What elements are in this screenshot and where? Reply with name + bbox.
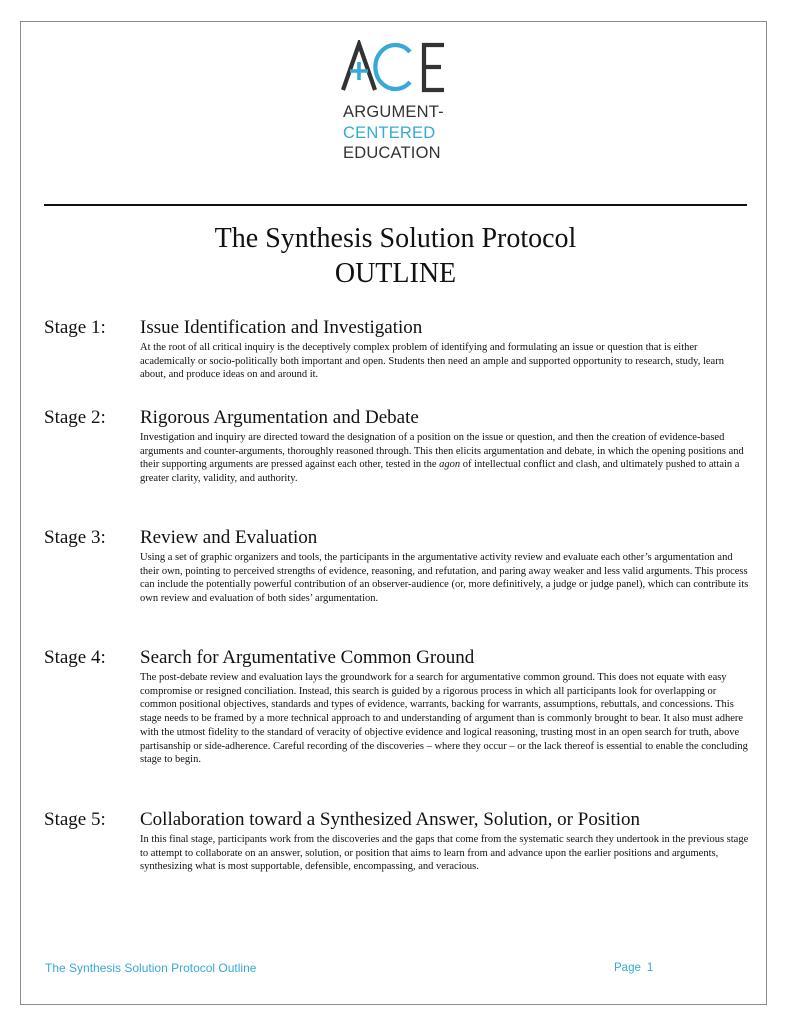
- footer-document-title: The Synthesis Solution Protocol Outline: [45, 961, 257, 975]
- stage-description: Using a set of graphic organizers and tools, the participants in the argumentative activity review and evaluate each other’s argumentation and their own, pointing to perceived strengths of evidence, reasoning, and refutation, and paring away weaker and less valid arguments. This process can include the potentially powerful contribution of an observer-audience (or, more definitively, a judge or judge panel), which can contribute its own review and evaluation of both sides’ argumentation.: [140, 552, 749, 605]
- stage-heading: Rigorous Argumentation and Debate: [140, 407, 419, 428]
- stage-heading: Review and Evaluation: [140, 527, 318, 548]
- stage-description-part: of intellectual conflict and clash, and ultimately pushed to attain a greater clarity, validity, and authority.: [140, 459, 740, 485]
- stage-description: At the root of all critical inquiry is the deceptively complex problem of identifying and formulating an issue or question that is either academically or socio-politically both important and open. Students then need an ample and supported opportunity to research, study, learn about, and produce ideas on and around it.: [140, 342, 724, 381]
- footer-page-number: 1: [646, 962, 654, 974]
- logo-text-centered: CENTERED: [343, 124, 436, 142]
- ace-logo: [340, 40, 460, 170]
- stage-heading: Collaboration toward a Synthesized Answer, Solution, or Position: [140, 809, 641, 830]
- ace-letters-logo-icon: [340, 40, 452, 94]
- logo-text-education: EDUCATION: [343, 144, 441, 162]
- stage-number: Stage 2:: [44, 407, 106, 428]
- stage-description: In this final stage, participants work from the discoveries and the gaps that come from the systematic search they undertook in the previous stage to attempt to collaborate on an answer, solution, or position that aims to learn from and advance upon the earlier positions and arguments, synthesizing what is most supportable, defensible, encompassing, and veracious.: [140, 834, 749, 873]
- header-divider: [44, 204, 747, 206]
- stage-heading: Search for Argumentative Common Ground: [140, 647, 475, 668]
- stage-number: Stage 3:: [44, 527, 106, 548]
- footer-page-indicator: [614, 962, 653, 974]
- stage-number: Stage 4:: [44, 647, 106, 668]
- stage-description: [140, 431, 750, 486]
- stage-description-emphasis: agon: [439, 459, 461, 471]
- document-title: The Synthesis Solution Protocol: [214, 223, 577, 254]
- stage-number: Stage 5:: [44, 809, 106, 830]
- logo-text-argument: ARGUMENT-: [343, 103, 444, 121]
- stage-description: The post-debate review and evaluation lays the groundwork for a search for argumentative common ground. This does not equate with easy compromise or resigned conciliation. Instead, this search is guided by a rigorous process in which all participants look for overlapping or common positional objectives, standards and types of evidence, warrants, backing for warrants, assumptions, rebuttals, and concessions. This stage needs to be framed by a more technical approach to and understanding of argument than is commonly brought to bear. It also must adhere with the utmost fidelity to the standard of veracity of objective evidence and logical reasoning, trusting most in an open search for truth, above partisanship or side-adherence. Careful recording of the discoveries – where they occur – or the lack thereof is essential to enable the concluding stage to begin.: [140, 672, 748, 766]
- footer-page-label: Page: [614, 962, 641, 974]
- stage-heading: Issue Identification and Investigation: [140, 317, 423, 338]
- stage-number: Stage 1:: [44, 317, 106, 338]
- stage-description-part: Investigation and inquiry are directed toward the designation of a position on the issue or question, and then the creation of evidence-based arguments and counter-arguments, thoroughly reasoned through. This then elicits argumentation and debate, in which the opening positions and their supporting arguments are pressed against each other, tested in the: [140, 432, 744, 471]
- document-subtitle: OUTLINE: [334, 258, 457, 289]
